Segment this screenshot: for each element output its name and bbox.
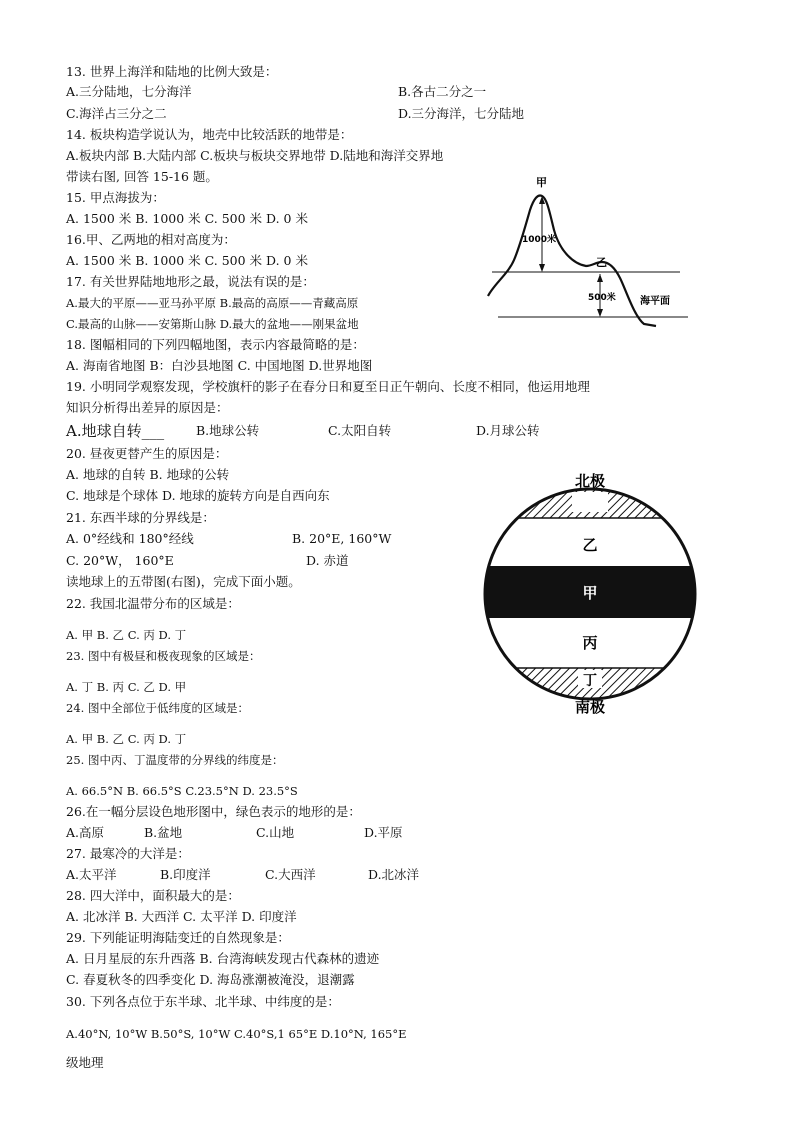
q19-option-d: D.月球公转	[476, 423, 540, 438]
label-jia-zone: 甲	[582, 584, 598, 602]
q21-option-a: A. 0°经线和 180°经线	[66, 531, 194, 546]
footer-subject: 级地理	[66, 1055, 104, 1070]
q19-option-a: A.地球自转___	[66, 422, 165, 440]
q15-stem: 15. 甲点海拔为：	[66, 190, 165, 205]
q22-options: A. 甲 B. 乙 C. 丙 D. 丁	[66, 628, 187, 642]
label-yi-zone: 乙	[582, 536, 598, 554]
label-yi: 乙	[596, 256, 607, 269]
q29-options-1: A. 日月星辰的东升西落 B. 台湾海峡发现古代森林的遗迹	[66, 951, 380, 966]
q20-stem: 20. 昼夜更替产生的原因是：	[66, 446, 228, 461]
q27-option-c: C.大西洋	[265, 867, 316, 882]
label-bing-zone: 丙	[582, 634, 598, 652]
label-1000m: 1000米	[522, 235, 557, 245]
q13-option-b: B.各古二分之一	[398, 84, 487, 99]
arrow-down-icon	[539, 264, 545, 272]
q26-stem: 26.在一幅分层设色地形图中，绿色表示的地形的是：	[66, 804, 361, 819]
q21-option-b: B. 20°E, 160°W	[292, 531, 392, 546]
q19-option-c: C.太阳自转	[328, 423, 392, 438]
q21-stem: 21. 东西半球的分界线是：	[66, 510, 215, 525]
q18-options: A. 海南省地图 B：白沙县地图 C. 中国地图 D.世界地图	[66, 358, 373, 373]
label-sea-level: 海平面	[640, 296, 670, 307]
q25-stem: 25. 图中丙、丁温度带的分界线的纬度是：	[66, 753, 284, 767]
five-zones-figure	[474, 466, 706, 720]
q26-option-a: A.高原	[66, 825, 105, 840]
q21-option-c: C. 20°W， 160°E	[66, 553, 174, 568]
label-south-pole: 南极	[574, 698, 606, 716]
arrow-up-icon	[597, 274, 603, 282]
q24-stem: 24. 图中全部位于低纬度的区域是：	[66, 701, 249, 715]
q25-options: A. 66.5°N B. 66.5°S C.23.5°N D. 23.5°S	[66, 784, 298, 798]
q19-stem-2: 知识分析得出差异的原因是：	[66, 400, 229, 415]
q28-options: A. 北冰洋 B. 大西洋 C. 太平洋 D. 印度洋	[66, 909, 297, 924]
q19-option-b: B.地球公转	[196, 423, 260, 438]
q29-options-2: C. 春夏秋冬的四季变化 D. 海岛涨潮被淹没，退潮露	[66, 972, 355, 987]
q16-options: A. 1500 米 B. 1000 米 C. 500 米 D. 0 米	[66, 253, 308, 268]
q22-stem: 22. 我国北温带分布的区域是：	[66, 596, 240, 611]
q13-stem: 13. 世界上海洋和陆地的比例大致是：	[66, 64, 278, 79]
q27-stem: 27. 最寒冷的大洋是：	[66, 846, 190, 861]
q14-stem: 14. 板块构造学说认为，地壳中比较活跃的地带是：	[66, 127, 353, 142]
q13-option-d: D.三分海洋，七分陆地	[398, 106, 525, 121]
q26-option-c: C.山地	[256, 825, 295, 840]
q27-option-d: D.北冰洋	[368, 867, 420, 882]
q30-stem: 30. 下列各点位于东半球、北半球、中纬度的是：	[66, 994, 340, 1009]
q17-options-2: C.最高的山脉——安第斯山脉 D.最大的盆地——刚果盆地	[66, 317, 359, 331]
arrow-down-icon	[597, 309, 603, 317]
elevation-profile-figure	[484, 174, 690, 344]
q29-stem: 29. 下列能证明海陆变迁的自然现象是：	[66, 930, 290, 945]
intro-22-25: 读地球上的五带图(右图)，完成下面小题。	[66, 574, 301, 589]
q30-options: A.40°N, 10°W B.50°S, 10°W C.40°S,1 65°E D.10°N, 165°E	[66, 1027, 407, 1041]
q14-options: A.板块内部 B.大陆内部 C.板块与板块交界地带 D.陆地和海洋交界地	[66, 148, 444, 163]
q17-stem: 17. 有关世界陆地地形之最，说法有误的是：	[66, 274, 315, 289]
label-north-pole: 北极	[574, 472, 606, 490]
q20-options-1: A. 地球的自转 B. 地球的公转	[66, 467, 230, 482]
intro-15-16: 带读右图, 回答 15-16 题。	[66, 169, 218, 184]
q13-option-a: A.三分陆地，七分海洋	[66, 84, 192, 99]
label-500m: 500米	[588, 293, 616, 303]
q18-stem: 18. 图幅相同的下列四幅地图，表示内容最简略的是：	[66, 337, 365, 352]
q28-stem: 28. 四大洋中，面积最大的是：	[66, 888, 240, 903]
q15-options: A. 1500 米 B. 1000 米 C. 500 米 D. 0 米	[66, 211, 308, 226]
q13-option-c: C.海洋占三分之二	[66, 106, 167, 121]
q27-option-b: B.印度洋	[160, 867, 211, 882]
terrain-outline	[488, 196, 656, 326]
q17-options-1: A.最大的平原——亚马孙平原 B.最高的高原——青藏高原	[66, 296, 359, 310]
q21-option-d: D. 赤道	[306, 553, 349, 568]
q20-options-2: C. 地球是个球体 D. 地球的旋转方向是自西向东	[66, 488, 330, 503]
q24-options: A. 甲 B. 乙 C. 丙 D. 丁	[66, 732, 187, 746]
q27-option-a: A.太平洋	[66, 867, 117, 882]
label-ding-zone: 丁	[583, 673, 597, 689]
q19-stem: 19. 小明同学观察发现，学校旗杆的影子在春分日和夏至日正午朝向、长度不相同，他运用地理	[66, 379, 590, 394]
q16-stem: 16.甲、乙两地的相对高度为：	[66, 232, 236, 247]
q23-stem: 23. 图中有极昼和极夜现象的区域是：	[66, 649, 261, 663]
q23-options: A. 丁 B. 丙 C. 乙 D. 甲	[66, 680, 187, 694]
q26-option-b: B.盆地	[144, 825, 183, 840]
q26-option-d: D.平原	[364, 825, 403, 840]
label-jia: 甲	[536, 176, 547, 189]
